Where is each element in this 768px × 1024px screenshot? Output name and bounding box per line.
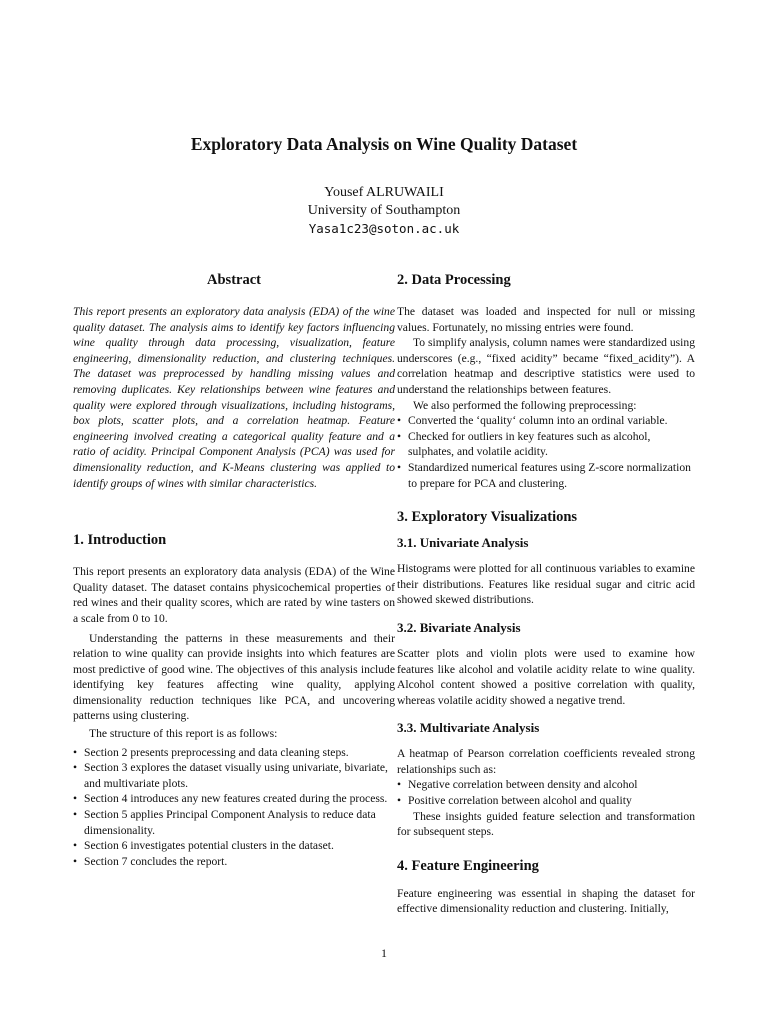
author-affiliation: University of Southampton: [307, 203, 461, 218]
introduction-list: [73, 745, 395, 870]
list-item: • Positive correlation between alcohol and quality: [397, 793, 695, 809]
list-item: • Section 5 applies Principal Component Analysis to reduce data dimensionality.: [73, 807, 395, 838]
multivariate-text: A heatmap of Pearson correlation coefficients revealed strong relationships such as:: [397, 747, 695, 776]
list-item: • Section 7 concludes the report.: [73, 854, 395, 870]
list-item: • Section 2 presents preprocessing and data cleaning steps.: [73, 745, 395, 761]
abstract-text: This report presents an exploratory data analysis (EDA) of the wine quality dataset. The analysis aims to identify key factors influencing wine quality through data processing, visualization, feature engineering, dimensionality reduction, and clustering techniques. The dataset was preprocessed by handling missing values and removing duplicates. Key relationships between wine features and quality were explored through visualizations, including histograms, box plots, scatter plots, and a correlation heatmap. Feature engineering involved creating a categorical quality feature and a ratio of acidity. Principal Component Analysis (PCA) was used for dimensionality reduction, and K-Means clustering was applied to identify groups of wines with similar characteristics.: [73, 305, 395, 490]
multivariate-list: [397, 777, 695, 808]
feature-engineering-heading: 4. Feature Engineering: [397, 857, 539, 874]
introduction-heading: 1. Introduction: [73, 532, 167, 549]
bivariate-heading: 3.2. Bivariate Analysis: [397, 619, 521, 635]
author-block: [0, 184, 768, 238]
multivariate-heading: 3.3. Multivariate Analysis: [397, 720, 540, 736]
abstract-heading: Abstract: [207, 272, 261, 288]
list-item: • Checked for outliers in key features such as alcohol, sulphates, and volatile acidity.: [397, 429, 695, 460]
univariate-heading: 3.1. Univariate Analysis: [397, 535, 529, 551]
list-item: • Negative correlation between density and alcohol: [397, 777, 695, 793]
data-processing-paragraph: We also performed the following preprocessing:: [413, 398, 637, 412]
list-item: • Section 6 investigates potential clusters in the dataset.: [73, 838, 395, 854]
author-email: Yasa1c23@soton.ac.uk: [308, 221, 460, 236]
data-processing-paragraph: The dataset was loaded and inspected for null or missing values. Fortunately, no missing entries were found.: [397, 305, 695, 334]
feature-engineering-text: Feature engineering was essential in shaping the dataset for effective dimensionality reduction and clustering. Initially,: [397, 886, 695, 916]
visualizations-heading: 3. Exploratory Visualizations: [397, 509, 578, 526]
introduction-paragraph: Understanding the patterns in these measurements and their relation to wine quality can provide insights into which features are most predictive of good wine. The objectives of this analysis include identifying key features affecting wine quality, applying dimensionality reduction techniques like PCA, and uncovering patterns using clustering.: [73, 631, 395, 723]
paper-title: Exploratory Data Analysis on Wine Quality Dataset: [190, 134, 578, 154]
right-column: [397, 270, 695, 917]
introduction-paragraph: The structure of this report is as follows:: [89, 727, 278, 741]
bivariate-text: Scatter plots and violin plots were used to examine how features like alcohol and volatile acidity relate to wine quality. Alcohol content showed a positive correlation with quality, whereas volatile acidity showed a negative trend.: [397, 646, 695, 707]
list-item: • Converted the ‘quality‘ column into an ordinal variable.: [397, 413, 695, 429]
left-column: [73, 270, 395, 869]
data-processing-paragraph: To simplify analysis, column names were standardized using underscores (e.g., “fixed acidity” became “fixed_acidity”). A correlation heatmap and descriptive statistics were used to understand the relationships between features.: [397, 336, 695, 396]
univariate-text: Histograms were plotted for all continuous variables to examine their distributions. Features like residual sugar and citric acid showed skewed distributions.: [397, 562, 695, 607]
data-processing-heading: 2. Data Processing: [397, 272, 511, 288]
list-item: • Section 3 explores the dataset visually using univariate, bivariate, and multivariate plots.: [73, 760, 395, 791]
introduction-paragraph: This report presents an exploratory data analysis (EDA) of the Wine Quality dataset. The dataset contains physicochemical properties of red wines and their quality scores, which are rated by wine tasters on a scale from 0 to 10.: [73, 565, 395, 625]
multivariate-closing: These insights guided feature selection and transformation for subsequent steps.: [397, 809, 695, 839]
list-item: • Section 4 introduces any new features created during the process.: [73, 791, 395, 807]
list-item: • Standardized numerical features using Z-score normalization to prepare for PCA and clustering.: [397, 460, 695, 491]
page-number: 1: [381, 946, 387, 960]
author-name: Yousef ALRUWAILI: [324, 185, 444, 200]
data-processing-list: [397, 413, 695, 491]
